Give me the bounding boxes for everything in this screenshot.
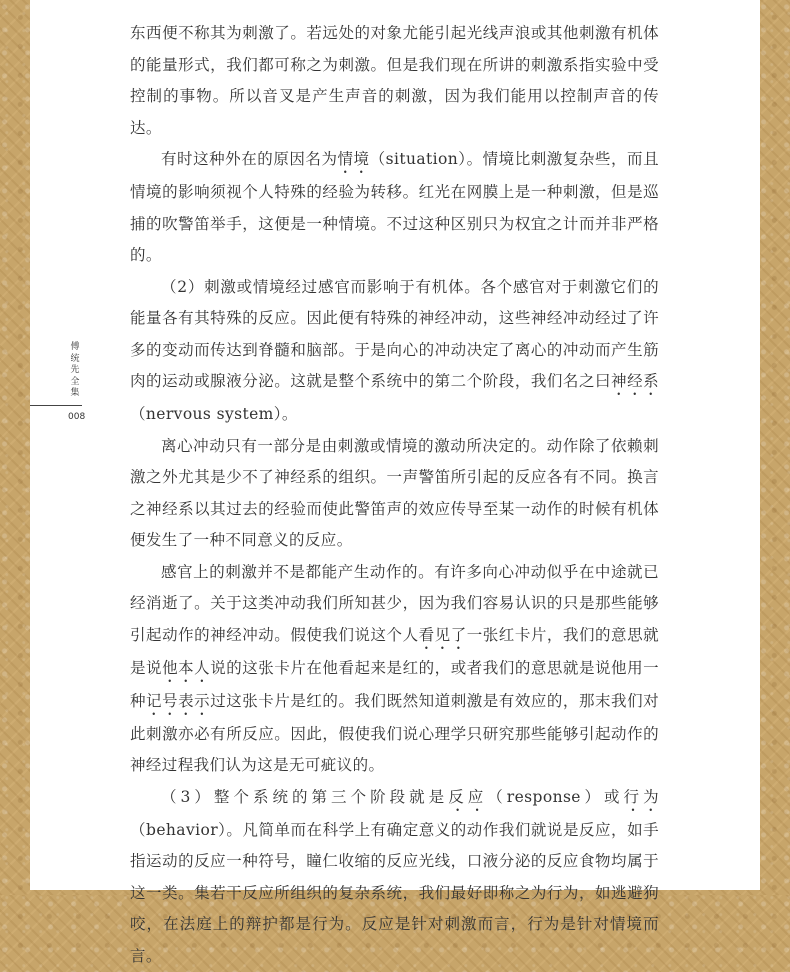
running-title: 傅统先全集 [70,342,80,400]
paragraph [130,144,659,272]
paragraph [130,272,659,431]
body-text [130,18,659,972]
text-run: 东西便不称其为刺激了。若远处的对象尤能引起光线声浪或其他刺激有机体的能量形式，我们都可称之为刺激。但是我们现在所讲的刺激系指实验中受控制的事物。所以音叉是产生声音的刺激，因为我们能用以控制声音的传达。 [130,24,659,137]
text-run: 说的这张卡片在他看起来是红的，或者我们的意思就是说他用一种 [130,659,659,710]
page-number: 008 [68,412,85,422]
paragraph [130,18,659,144]
book-page [30,0,760,890]
text-run: （2）刺激或情境经过感官而影响于有机体。各个感官对于刺激它们的能量各有其特殊的反应。因此便有特殊的神经冲动，这些神经冲动经过了许多的变动而传达到脊髓和脑部。于是向心的冲动决定了离心的冲动而产生筋肉的运动或腺液分泌。这就是整个系统中的第二个阶段，我们名之曰 [130,278,659,391]
text-run: 离心冲动只有一部分是由刺激或情境的激动所决定的。动作除了依赖刺激之外尤其是少不了神经系的组织。一声警笛所引起的反应各有不同。换言之神经系以其过去的经验而使此警笛声的效应传导至某一动作的时候有机体便发生了一种不同意义的反应。 [130,437,659,550]
text-run: 感官上的刺激并不是都能产生动作的。有许多向心冲动似乎在中途就已经消逝了。关于这类冲动我们所知甚少，因为我们容易认识的只是那些能够引起动作的神经冲动。假使我们说这个人 [130,563,659,644]
text-run: 有时这种外在的原因名为 [161,150,338,168]
emphasized-term: 神经系 [611,372,659,390]
text-run: （behavior）。凡简单而在科学上有确定意义的动作我们就说是反应，如手指运动的反应一种符号，瞳仁收缩的反应光线，口液分泌的反应食物均属于这一类。集若干反应所组织的复杂系统，我们最好即称之为行为，如逃避狗咬，在法庭上的辩护都是行为。反应是针对刺激而言，行为是针对情境而言。 [130,821,659,965]
paragraph [130,557,659,782]
emphasized-term: 反应 [448,788,487,806]
paragraph [130,782,659,972]
text-run: （response）或 [487,788,623,806]
paragraph [130,431,659,557]
text-run: （3）整个系统的第三个阶段就是 [161,788,448,806]
text-run: （nervous system）。 [130,405,298,423]
emphasized-term: 情境 [338,150,370,168]
emphasized-term: 他本人 [162,659,210,677]
text-run: （situation）。情境比刺激复杂些，而且情境的影响须视个人特殊的经验为转移。红光在网膜上是一种刺激，但是巡捕的吹警笛举手，这便是一种情境。不过这种区别只为权宜之计而并非严格的。 [130,150,659,264]
text-run: 过这张卡片是红的。我们既然知道刺激是有效应的，那末我们对此刺激亦必有所反应。因此，假使我们说心理学只研究那些能够引起动作的神经过程我们认为这是无可疵议的。 [130,692,659,775]
emphasized-term: 行为 [624,788,659,806]
margin-rule [30,405,82,406]
text-run: 一张红卡片，我们的意思就是说 [130,626,659,677]
emphasized-term: 记号表示 [146,692,210,710]
emphasized-term: 看见了 [419,626,467,644]
